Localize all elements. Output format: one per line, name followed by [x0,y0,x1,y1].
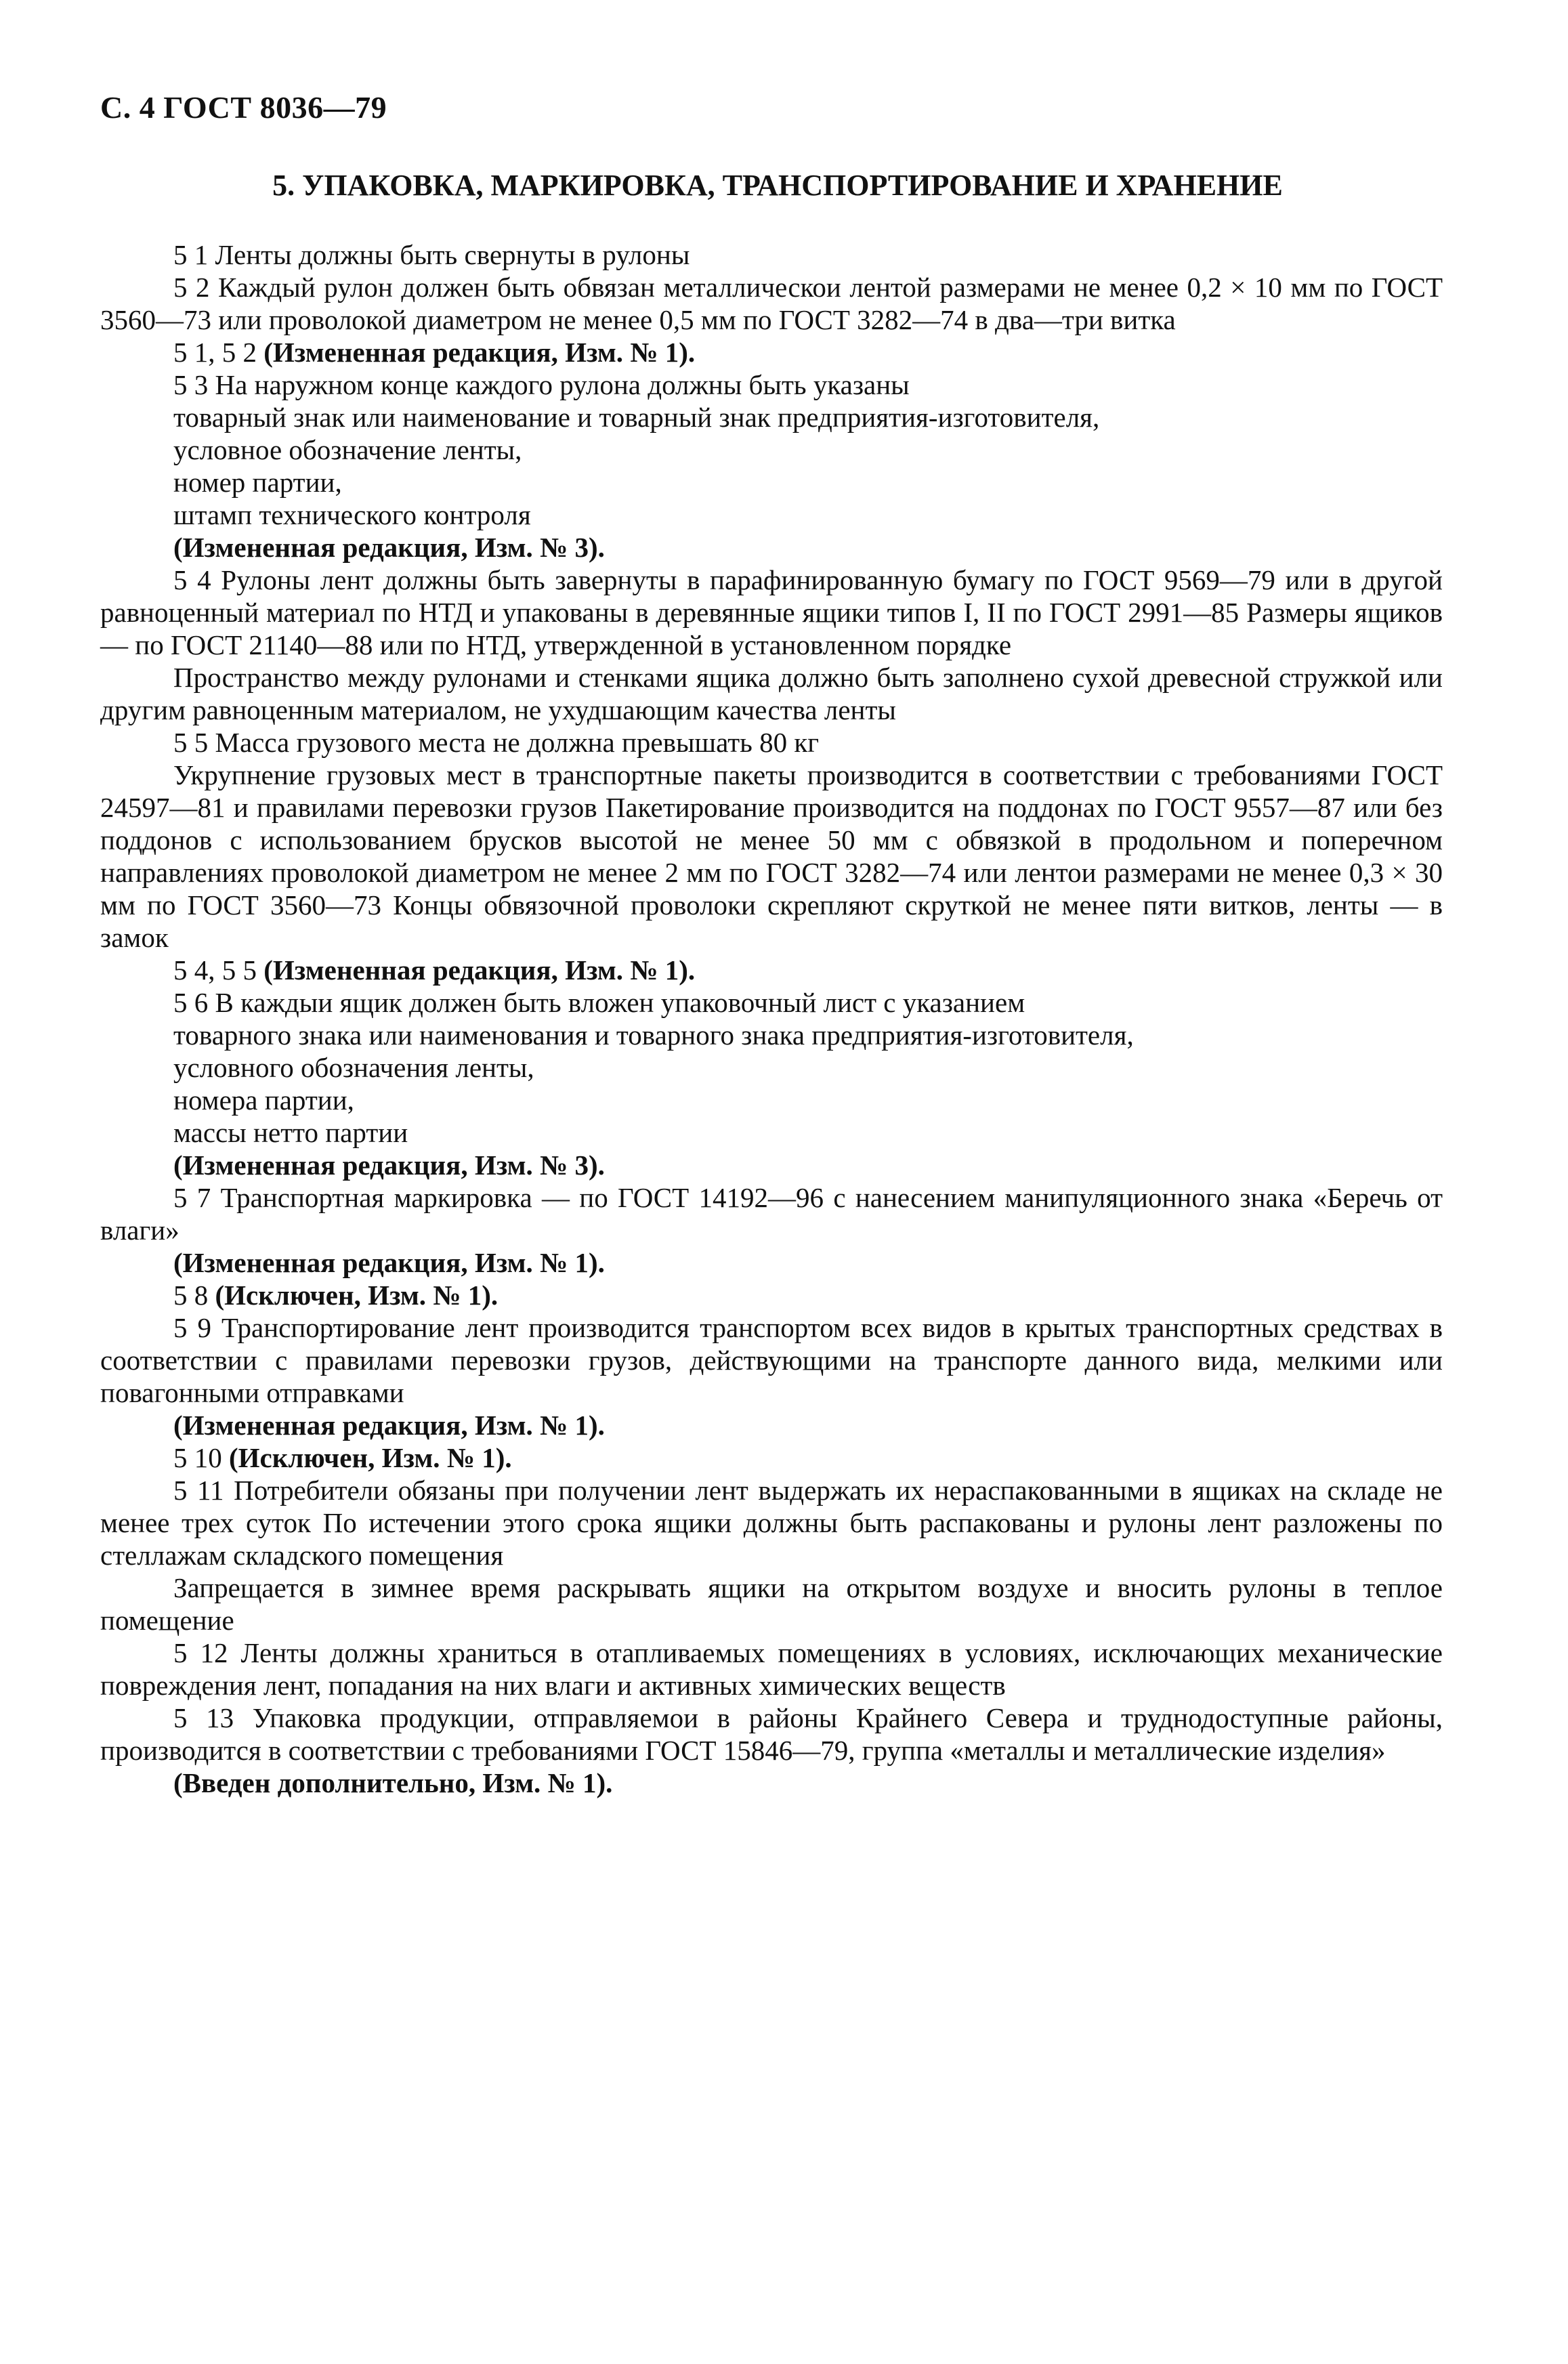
paragraph [100,466,1443,499]
paragraph [100,1084,1443,1116]
paragraph-text: Укрупнение грузовых мест в транспортные пакеты производится в соответствии с требованиями ГОСТ 24597—81 и правилами перевозки грузов Пакетирование производится на поддонах по ГОСТ 9557—87 или без поддонов с использованием брусков высотой не менее 50 мм с обвязкой в продольном и поперечном направлениях проволокой диаметром не менее 2 мм по ГОСТ 3282—74 или лентои размерами не менее 0,3 × 30 мм по ГОСТ 3560—73 Концы обвязочной проволоки скрепляют скруткой не менее пяти витков, ленты — в замок [100,759,1443,953]
paragraph-text: Пространство между рулонами и стенками ящика должно быть заполнено сухой древесной стружкой или другим равноценным материалом, не ухудшающим качества ленты [100,662,1443,725]
paragraph [100,1474,1443,1571]
paragraph [100,1051,1443,1084]
paragraph-text: товарный знак или наименование и товарный знак предприятия-изготовителя, [173,402,1100,433]
clause-number: 5 4, 5 5 [173,954,264,986]
paragraph-text: штамп технического контроля [173,499,531,530]
section-title: 5. УПАКОВКА, МАРКИРОВКА, ТРАНСПОРТИРОВАНИЕ И ХРАНЕНИЕ [272,169,1283,202]
paragraph [100,661,1443,726]
paragraph-text: массы нетто партии [173,1117,408,1148]
paragraph [100,564,1443,661]
paragraph [100,759,1443,954]
clause-number: 5 8 [173,1280,215,1311]
paragraph [100,1181,1443,1246]
paragraph-text: 5 3 На наружном конце каждого рулона должны быть указаны [173,369,910,400]
paragraph [100,1571,1443,1637]
paragraph-text: 5 5 Масса грузового места не должна превышать 80 кг [173,727,820,758]
amendment-note: (Исключен, Изм. № 1). [215,1280,499,1311]
paragraph [100,726,1443,759]
paragraph [100,1409,1443,1441]
amendment-note: (Измененная редакция, Изм. № 1). [173,1410,605,1441]
paragraph [100,499,1443,531]
paragraph [100,1279,1443,1311]
paragraph-text: номера партии, [173,1084,354,1116]
amendment-note: (Введен дополнительно, Изм. № 1). [173,1767,613,1798]
page-header: С. 4 ГОСТ 8036—79 [100,90,387,125]
amendment-note: (Измененная редакция, Изм. № 3). [173,1149,605,1181]
paragraph [100,986,1443,1019]
paragraph [100,271,1443,336]
paragraph [100,1311,1443,1409]
paragraph [100,1767,1443,1799]
section-body [100,238,1443,1799]
paragraph-text: 5 7 Транспортная маркировка — по ГОСТ 14192—96 с нанесением манипуляционного знака «Беречь от влаги» [100,1182,1443,1246]
amendment-note: (Исключен, Изм. № 1). [229,1442,512,1473]
amendment-note: (Измененная редакция, Изм. № 1). [263,954,696,986]
paragraph-text: 5 4 Рулоны лент должны быть завернуты в парафинированную бумагу по ГОСТ 9569—79 или в другой равноценный материал по НТД и упакованы в деревянные ящики типов I, II по ГОСТ 2991—85 Размеры ящиков — по ГОСТ 21140—88 или по НТД, утвержденной в установленном порядке [100,564,1443,660]
paragraph [100,1702,1443,1767]
paragraph [100,368,1443,401]
clause-number: 5 1, 5 2 [173,337,264,368]
paragraph-text: 5 6 В каждыи ящик должен быть вложен упаковочный лист с указанием [173,987,1025,1018]
paragraph-text: Запрещается в зимнее время раскрывать ящики на открытом воздухе и вносить рулоны в теплое помещение [100,1572,1443,1636]
paragraph-text: условного обозначения ленты, [173,1052,534,1083]
paragraph [100,1441,1443,1474]
paragraph-text: товарного знака или наименования и товарного знака предприятия-изготовителя, [173,1019,1134,1051]
paragraph-text: 5 11 Потребители обязаны при получении лент выдержать их нераспакованными в ящиках на складе не менее трех суток По истечении этого срока ящики должны быть распакованы и рулоны лент разложены по стеллажам складского помещения [100,1475,1443,1571]
paragraph-text: 5 1 Ленты должны быть свернуты в рулоны [173,239,690,270]
paragraph [100,1116,1443,1149]
clause-number: 5 10 [173,1442,229,1473]
paragraph [100,954,1443,986]
paragraph [100,1246,1443,1279]
amendment-note: (Измененная редакция, Изм. № 1). [263,337,696,368]
paragraph-text: 5 2 Каждый рулон должен быть обвязан металлическои лентой размерами не менее 0,2 × 10 мм по ГОСТ 3560—73 или проволокой диаметром не менее 0,5 мм по ГОСТ 3282—74 в два—три витка [100,272,1443,335]
paragraph [100,238,1443,271]
amendment-note: (Измененная редакция, Изм. № 1). [173,1247,605,1278]
paragraph-text: 5 9 Транспортирование лент производится транспортом всех видов в крытых транспортных средствах в соответствии с правилами перевозки грузов, действующими на транспорте данного вида, мелкими или повагонными отправками [100,1312,1443,1408]
paragraph [100,336,1443,368]
paragraph-text: 5 12 Ленты должны храниться в отапливаемых помещениях в условиях, исключающих механические повреждения лент, попадания на них влаги и активных химических веществ [100,1637,1443,1701]
paragraph [100,1637,1443,1702]
paragraph [100,434,1443,466]
paragraph-text: условное обозначение ленты, [173,434,522,465]
paragraph [100,1019,1443,1051]
paragraph-text: номер партии, [173,467,342,498]
paragraph-text: 5 13 Упаковка продукции, отправляемои в районы Крайнего Севера и труднодоступные районы, производится в соответствии с требованиями ГОСТ 15846—79, группа «металлы и металлические изделия» [100,1702,1443,1766]
paragraph [100,531,1443,564]
paragraph [100,1149,1443,1181]
paragraph [100,401,1443,434]
amendment-note: (Измененная редакция, Изм. № 3). [173,532,605,563]
